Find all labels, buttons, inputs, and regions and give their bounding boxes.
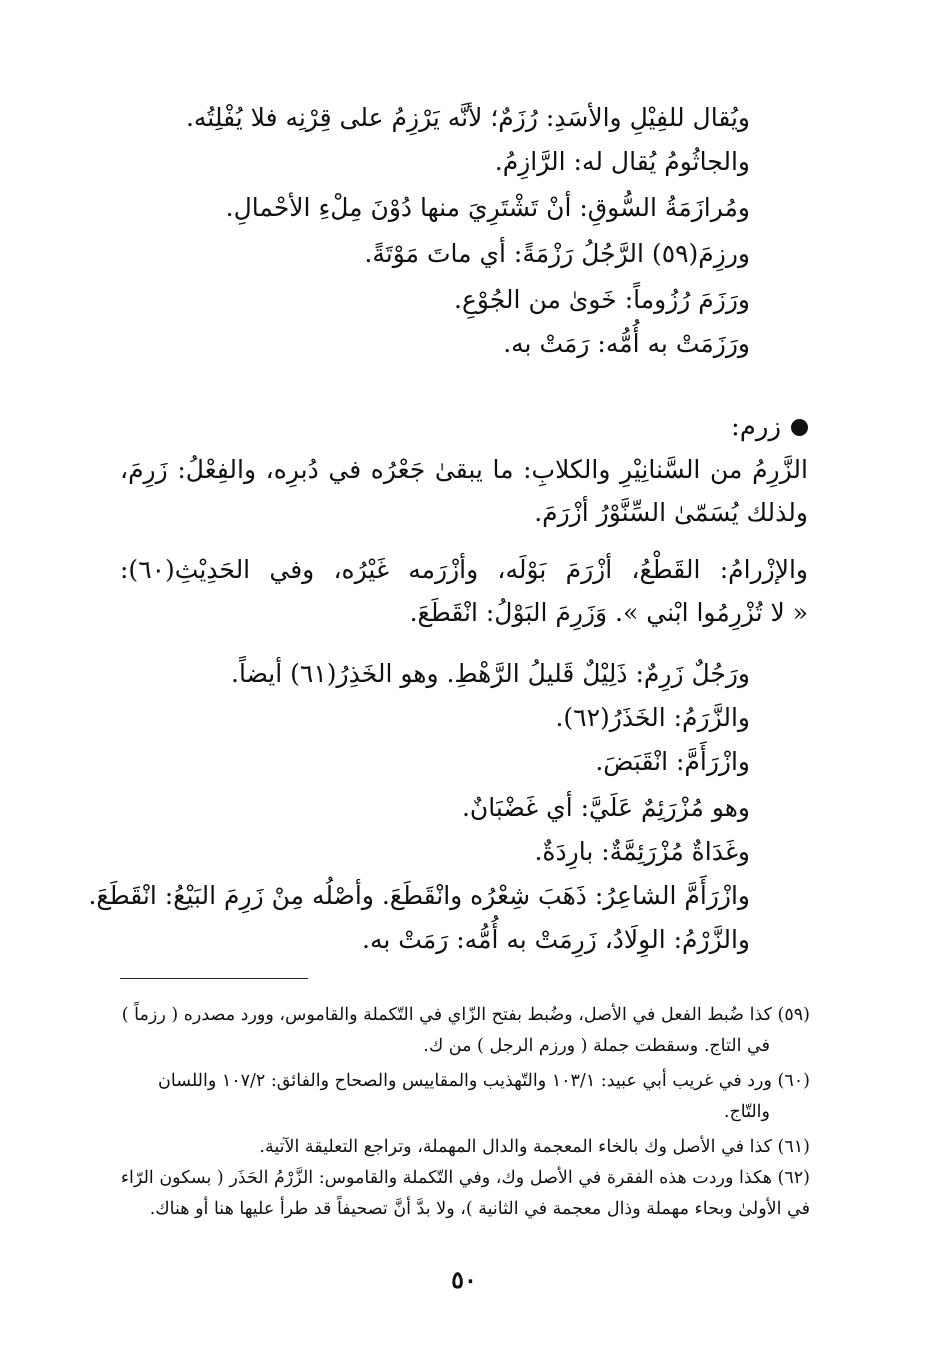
footnote-line: في التاج. وسقطت جملة ( ورزم الرجل ) من ك. xyxy=(423,1036,770,1056)
footnote-line: (٦٠) ورد في غريب أبي عبيد: ١٠٣/١ والتّهذيب والمقاييس والصحاح والفائق: ١٠٧/٢ واللسان xyxy=(158,1071,810,1091)
headword: زرم: xyxy=(731,412,781,442)
text-line: وازْرَأَمَّ الشاعِرُ: ذَهَبَ شِعْرُه وانْقَطَعَ. وأصْلُه مِنْ زَرِمَ البَيْعُ: انْقَطَعَ. xyxy=(88,881,750,910)
footnote xyxy=(118,1000,810,1062)
footnote-line: في الأولىٰ وبحاء مهملة وذال معجمة في الثانية )، ولا بدَّ أنَّ تصحيفاً قد طرأ عليها هنا أو هناك. xyxy=(149,1199,810,1219)
entry-heading xyxy=(731,405,808,449)
text-line: ورَزَمَ رُزُوماً: خَوىٰ من الجُوْعِ. xyxy=(454,285,750,314)
text-line: والجاثُومُ يُقال له: الرَّازِمُ. xyxy=(494,147,750,176)
text-line: « لا تُزْرِمُوا ابْني ». وَزَرِمَ البَوْلُ: انْقَطَعَ. xyxy=(409,598,808,627)
footnote-line: والتّاج. xyxy=(723,1102,770,1122)
footnote xyxy=(118,1163,810,1225)
text-line: ورَزَمَتْ به أُمُّه: رَمَتْ به. xyxy=(503,329,750,358)
bullet-icon xyxy=(791,419,808,436)
text-line: وازْرَأَمَّ: انْقَبَضَ. xyxy=(595,747,750,776)
text-line: ورَجُلٌ زَرِمٌ: ذَلِيْلٌ قَليلُ الرَّهْطِ. وهو الخَذِرُ(٦١) أيضاً. xyxy=(231,659,750,688)
paragraph xyxy=(120,548,808,634)
text-line: وهو مُزْرَئِمٌ عَلَيَّ: أي غَضْبَانٌ. xyxy=(461,793,750,822)
paragraph xyxy=(120,448,808,534)
page-number: ٥٠ xyxy=(451,1265,477,1294)
footnote xyxy=(118,1066,810,1128)
footnote-line: (٦١) كذا في الأصل وك بالخاء المعجمة والدال المهملة، وتراجع التعليقة الآتية. xyxy=(259,1137,810,1157)
text-line: والإزْرامُ: القَطْعُ، أزْرَمَ بَوْلَه، وأزْرَمه غَيْرُه، وفي الحَدِيْثِ(٦٠): xyxy=(120,555,808,584)
text-line: ولذلك يُسَمّىٰ السِّنَّوْرُ أزْرَمَ. xyxy=(534,498,808,527)
text-line: ورزِمَ(٥٩) الرَّجُلُ رَزْمَةً: أي ماتَ مَوْتَةً. xyxy=(364,239,750,268)
text-line: الزَّرِمُ من السَّنانِيْرِ والكلابِ: ما يبقىٰ جَعْرُه في دُبرِه، والفِعْلُ: زَرِمَ، xyxy=(120,455,808,484)
text-line: والزَّرَمُ: الخَذَرُ(٦٢). xyxy=(555,703,750,732)
text-line: ومُرازَمَةُ السُّوقِ: أنْ تَشْتَرِيَ منها دُوْنَ مِلْءِ الأحْمالِ. xyxy=(225,193,750,222)
footnote-divider xyxy=(120,978,308,979)
text-line: ويُقال للفِيْلِ والأسَدِ: رُزَمٌ؛ لأنَّه يَرْزِمُ على قِرْنِه فلا يُفْلِتُه. xyxy=(185,103,750,132)
footnote-line: (٦٢) هكذا وردت هذه الفقرة في الأصل وك، وفي التّكملة والقاموس: الزَّرْمُ الحَذَر ( بسكون الرّاء xyxy=(120,1168,810,1188)
footnote xyxy=(118,1132,810,1163)
text-line: والزَّرْمُ: الوِلَادُ، زَرِمَتْ به أُمُّه: رَمَتْ به. xyxy=(362,925,750,954)
text-line: وغَدَاةٌ مُزْرَئِمَّةٌ: بارِدَةٌ. xyxy=(534,837,750,866)
footnote-line: (٥٩) كذا ضُبط الفعل في الأصل، وضُبط بفتح الزّاي في التّكملة والقاموس، وورد مصدره ( رزماً ) xyxy=(121,1005,810,1025)
